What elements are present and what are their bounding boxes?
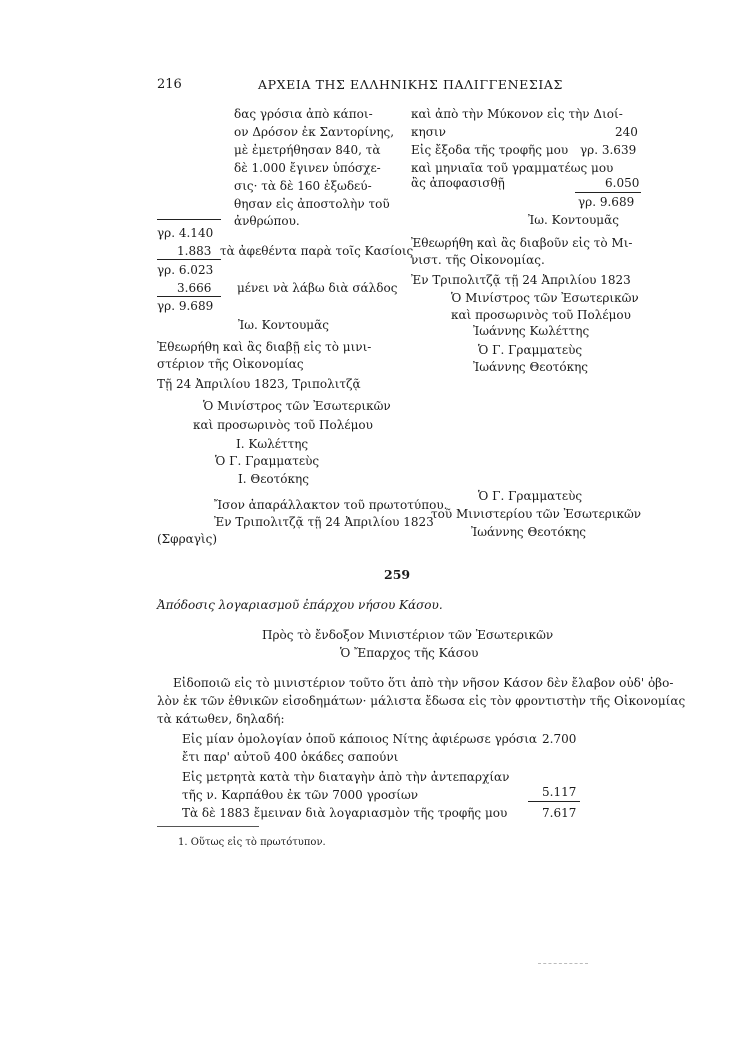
right-amount: γρ. 3.639 <box>580 143 637 157</box>
sum-rule <box>528 801 580 802</box>
right-text-line: ἂς ἀποφασισθῇ <box>411 176 505 190</box>
calc-row: γρ. 9.689 <box>157 299 214 313</box>
calc-row: γρ. 6.023 <box>157 263 214 277</box>
sum-rule <box>157 296 221 297</box>
minister-title: καὶ προσωρινὸς τοῦ Πολέμου <box>193 418 373 432</box>
footnote-rule <box>157 826 259 827</box>
signature: Ἰω. Κοντουμᾶς <box>238 318 329 332</box>
approval-note: στέριον τῆς Οἰκονομίας <box>157 357 304 371</box>
left-text-line: ον Δρόσον ἐκ Σαντορίνης, <box>234 125 395 139</box>
final-secretary-name: Ἰωάννης Θεοτόκης <box>471 525 587 539</box>
account-item: Εἰς μίαν ὁμολογίαν ὁποῦ κάποιος Νίτης ἀφιέρωσε γρόσια <box>182 732 538 746</box>
date-line: Ἐν Τριπολιτζᾷ τῇ 24 Ἀπριλίου 1823 <box>411 273 631 287</box>
sum-rule <box>157 259 221 260</box>
right-amount: 6.050 <box>605 176 640 190</box>
signature: Ἰω. Κοντουμᾶς <box>528 213 619 227</box>
calc-row-amount: 1.883 <box>177 244 212 258</box>
sum-rule <box>157 219 221 220</box>
final-ministry: τοῦ Μινιστερίου τῶν Ἐσωτερικῶν <box>431 507 642 521</box>
account-amount: 2.700 <box>542 732 577 746</box>
right-text-line: καὶ ἀπὸ τὴν Μύκονον εἰς τὴν Διοί- <box>411 107 623 121</box>
secretary-title: Ὁ Γ. Γραμματεὺς <box>478 343 583 357</box>
left-text-line: ἀνθρώπου. <box>234 214 300 228</box>
secretary-name: Ἰωάννης Θεοτόκης <box>473 360 589 374</box>
account-item: Τὰ δὲ 1883 ἔμειναν διὰ λογαριασμὸν τῆς τροφῆς μου <box>182 806 508 820</box>
seal: (Σφραγὶς) <box>157 532 218 546</box>
copy-certification: Ἴσον ἀπαράλλακτον τοῦ πρωτοτύπου. <box>214 498 448 512</box>
scan-mark <box>538 963 588 964</box>
calc-row-text: μένει νὰ λάβω διὰ σάλδος <box>237 281 398 295</box>
approval-note: Ἐθεωρήθη καὶ ἂς διαβῇ εἰς τὸ μινι- <box>157 340 372 354</box>
document-title: Ἀπόδοσις λογαριασμοῦ ἐπάρχου νήσου Κάσου. <box>157 598 443 612</box>
paragraph-line: λὸν ἐκ τῶν ἐθνικῶν εἰσοδημάτων· μάλιστα ἔδωσα εἰς τὸν φροντιστὴν τῆς Οἰκονομίας <box>157 694 686 708</box>
left-text-line: θησαν εἰς ἀποστολὴν τοῦ <box>234 197 390 211</box>
account-item: ἔτι παρ' αὐτοῦ 400 ὀκάδες σαπούνι <box>182 750 399 764</box>
left-text-line: δὲ 1.000 ἔγινεν ὑπόσχε- <box>234 161 381 175</box>
account-total: 7.617 <box>542 806 577 820</box>
left-text-line: δας γρόσια ἀπὸ κάποι- <box>234 107 373 121</box>
copy-certification: Ἐν Τριπολιτζᾷ τῇ 24 Ἀπριλίου 1823 <box>214 515 434 529</box>
running-title: ΑΡΧΕΙΑ ΤΗΣ ΕΛΛΗΝΙΚΗΣ ΠΑΛΙΓΓΕΝΕΣΙΑΣ <box>258 77 563 92</box>
final-secretary-title: Ὁ Γ. Γραμματεὺς <box>478 489 583 503</box>
account-amount: 5.117 <box>542 785 577 799</box>
right-text-line: κησιν <box>411 125 446 139</box>
minister-name: Ι. Κωλέττης <box>236 437 309 451</box>
calc-row-text: τὰ ἀφεθέντα παρὰ τοῖς Κασίοις <box>220 244 414 258</box>
secretary-name: Ι. Θεοτόκης <box>238 472 309 486</box>
date-line: Τῇ 24 Ἀπριλίου 1823, Τριπολιτζᾷ <box>157 377 361 391</box>
minister-title: Ὁ Μινίστρος τῶν Ἐσωτερικῶν <box>451 291 639 305</box>
approval-note: Ἐθεωρήθη καὶ ἂς διαβοῦν εἰς τὸ Μι- <box>411 236 633 250</box>
account-item: Εἰς μετρητὰ κατὰ τὴν διαταγὴν ἀπὸ τὴν ἀντεπαρχίαν <box>182 770 510 784</box>
calc-row: γρ. 4.140 <box>157 226 214 240</box>
footnote: 1. Οὕτως εἰς τὸ πρωτότυπον. <box>178 837 326 848</box>
sender-line: Ὁ Ἔπαρχος τῆς Κάσου <box>340 646 479 660</box>
minister-title: καὶ προσωρινὸς τοῦ Πολέμου <box>451 308 631 322</box>
paragraph-line: Εἰδοποιῶ εἰς τὸ μινιστέριον τοῦτο ὅτι ἀπὸ τὴν νῆσον Κάσον δὲν ἔλαβον οὐδ' ὀβο- <box>173 676 674 690</box>
page-number: 216 <box>157 77 182 92</box>
sum-rule <box>575 192 641 193</box>
document-number: 259 <box>384 567 411 582</box>
right-text-line: Εἰς ἔξοδα τῆς τροφῆς μου <box>411 143 569 157</box>
right-text-line: καὶ μηνιαῖα τοῦ γραμματέως μου <box>411 161 614 175</box>
approval-note: νιστ. τῆς Οἰκονομίας. <box>411 253 545 267</box>
minister-name: Ἰωάννης Κωλέττης <box>473 324 590 338</box>
left-text-line: σις· τὰ δὲ 160 ἐξωδεύ- <box>234 179 372 193</box>
right-total: γρ. 9.689 <box>578 195 635 209</box>
right-amount: 240 <box>615 125 638 139</box>
secretary-title: Ὁ Γ. Γραμματεὺς <box>215 454 320 468</box>
minister-title: Ὁ Μινίστρος τῶν Ἐσωτερικῶν <box>203 399 391 413</box>
paragraph-line: τὰ κάτωθεν, δηλαδή: <box>157 712 285 726</box>
address-line: Πρὸς τὸ ἔνδοξον Μινιστέριον τῶν Ἐσωτερικῶν <box>262 628 554 642</box>
left-text-line: μὲ ἐμετρήθησαν 840, τὰ <box>234 143 381 157</box>
calc-row-amount: 3.666 <box>177 281 212 295</box>
account-item: τῆς ν. Καρπάθου ἐκ τῶν 7000 γροσίων <box>182 788 419 802</box>
